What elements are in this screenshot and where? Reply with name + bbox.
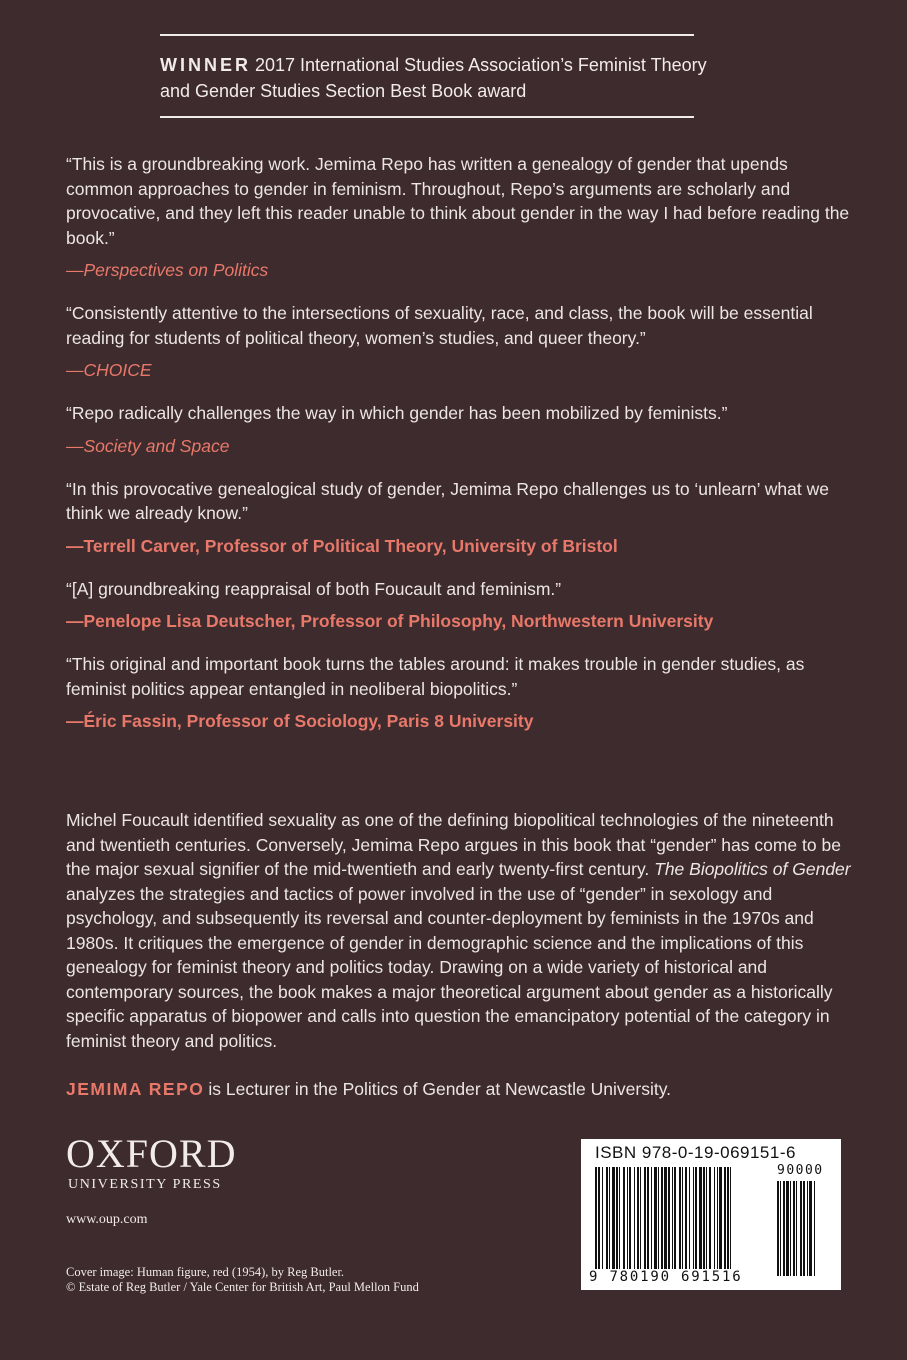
book-title: The Biopolitics of Gender (654, 859, 851, 879)
review-quote (66, 577, 856, 634)
barcode-bar (623, 1167, 625, 1269)
barcode-bar (790, 1181, 791, 1276)
description-part-2: analyzes the strategies and tactics of power involved in the use of “gender” in sexology and psychology, and subsequently its reversal and counter-deployment by feminists in the 1970s and 1980s. It critiques the emergence of gender in demographic science and the implications of this genealogy for feminist theory and politics today. Drawing on a wide variety of historical and contemporary sources, the book makes a major theoretical argument about gender as a historically specific apparatus of biopower and calls into question the emancipatory potential of the category in feminist theory and politics. (66, 883, 833, 1051)
credit-line-2: © Estate of Reg Butler / Yale Center for British Art, Paul Mellon Fund (66, 1280, 419, 1294)
barcode-bar (598, 1167, 600, 1269)
barcode-bar (647, 1167, 649, 1269)
quote-source: —CHOICE (66, 360, 152, 380)
quote-source: —Éric Fassin, Professor of Sociology, Paris 8 University (66, 711, 534, 731)
barcode-bar (777, 1181, 779, 1276)
quote-text: “[A] groundbreaking reappraisal of both Foucault and feminism.” (66, 578, 562, 599)
quote-text: “Repo radically challenges the way in which gender has been mobilized by feminists.” (66, 403, 728, 423)
barcode-bar (602, 1167, 603, 1269)
publisher-logo: OXFORD (66, 1131, 237, 1176)
barcode-bar (786, 1181, 789, 1276)
quote-source: —Terrell Carver, Professor of Political Theory, University of Bristol (66, 535, 618, 556)
barcode-bar (695, 1167, 697, 1269)
barcode-bar (664, 1167, 667, 1269)
quote-text: “Consistently attentive to the intersections of sexuality, race, and class, the book will be essential reading for students of political theory, women’s studies, and queer theory.” (66, 303, 813, 348)
barcode-bar (609, 1167, 610, 1269)
isbn-label: ISBN 978-0-19-069151-6 (595, 1143, 796, 1162)
barcode-bar (612, 1167, 615, 1269)
barcode-bar (730, 1167, 731, 1269)
quote-source: —Penelope Lisa Deutscher, Professor of Philosophy, Northwestern University (66, 611, 714, 631)
description-part-1: Michel Foucault identified sexuality as one of the defining biopolitical technologies of the nineteenth and twentieth centuries. Conversely, Jemima Repo argues in this book that “gender” has come to be the major sexual signifier of the mid-twentieth and early twenty-first century. (66, 810, 841, 879)
ean-digits: 9 780190 691516 (589, 1269, 743, 1285)
barcode-bar (685, 1167, 687, 1269)
winner-label: WINNER (160, 55, 251, 75)
barcode-bar (634, 1167, 635, 1269)
barcode-bar (783, 1181, 785, 1276)
quote-source: —Perspectives on Politics (66, 260, 269, 280)
publisher-url[interactable]: www.oup.com (66, 1212, 148, 1227)
barcode-bar (682, 1167, 683, 1269)
barcode-bar (651, 1167, 652, 1269)
barcode-bar (796, 1181, 797, 1276)
barcode-bar (807, 1181, 808, 1276)
barcode-bar (595, 1167, 597, 1269)
quote-source: —Society and Space (66, 435, 230, 456)
credit-line-1: Cover image: Human figure, red (1954), by Reg Butler. (66, 1265, 345, 1279)
barcode-bar (672, 1167, 673, 1269)
barcode-bar (627, 1167, 628, 1269)
isbn-barcode (581, 1139, 841, 1290)
barcode-bar (679, 1167, 681, 1269)
barcode-bar (606, 1167, 608, 1269)
quote-text: “In this provocative genealogical study of gender, Jemima Repo challenges us to ‘unlearn’ what we think we already know.” (66, 478, 829, 523)
top-rule (160, 34, 694, 36)
barcode-bar (654, 1167, 657, 1269)
bottom-rule (160, 116, 694, 118)
book-description (66, 808, 856, 1053)
barcode-bar (706, 1167, 707, 1269)
barcode-bar (800, 1181, 802, 1276)
review-quotes (66, 152, 856, 752)
barcode-bar (668, 1167, 670, 1269)
award-line-1 (160, 52, 760, 78)
review-quote (66, 477, 856, 558)
barcode-bar (644, 1167, 646, 1269)
barcode-bar (703, 1167, 705, 1269)
barcode-bar (727, 1167, 729, 1269)
review-quote (66, 401, 856, 458)
award-text-1: 2017 International Studies Association’s Feminist Theory (255, 55, 707, 75)
review-quote (66, 652, 856, 733)
addon-digits: 90000 (777, 1163, 824, 1178)
award-text-2: and Gender Studies Section Best Book award (160, 81, 527, 101)
barcode-bar (674, 1167, 676, 1269)
barcode-bar (693, 1167, 694, 1269)
barcode-bar (803, 1181, 805, 1276)
barcode-bar (661, 1167, 663, 1269)
barcode-bar (714, 1167, 715, 1269)
ean-barcode-bars (595, 1167, 770, 1269)
review-quote (66, 301, 856, 382)
publisher-subname: UNIVERSITY PRESS (68, 1177, 222, 1192)
barcode-bar (809, 1181, 812, 1276)
barcode-bar (719, 1167, 722, 1269)
award-notice (160, 52, 760, 104)
barcode-bar (637, 1167, 639, 1269)
quote-text: “This original and important book turns the tables around: it makes trouble in gender studies, as feminist politics appear entangled in neoliberal biopolitics.” (66, 654, 805, 699)
barcode-bar (640, 1167, 641, 1269)
barcode-bar (717, 1167, 718, 1269)
barcode-bar (699, 1167, 702, 1269)
barcode-bar (709, 1167, 711, 1269)
author-bio-text: is Lecturer in the Politics of Gender at Newcastle University. (208, 1079, 672, 1099)
barcode-bar (616, 1167, 618, 1269)
addon-barcode-bars (777, 1181, 831, 1276)
barcode-bar (780, 1181, 781, 1276)
quote-text: “This is a groundbreaking work. Jemima Repo has written a genealogy of gender that upends common approaches to gender in feminism. Throughout, Repo’s arguments are scholarly and provocative, and they left this reader unable to think about gender in the way I had before reading the book.” (66, 154, 850, 248)
author-name: JEMIMA REPO (66, 1079, 205, 1099)
barcode-bar (629, 1167, 631, 1269)
barcode-bar (658, 1167, 659, 1269)
review-quote (66, 152, 856, 282)
barcode-bar (793, 1181, 795, 1276)
barcode-bar (724, 1167, 726, 1269)
barcode-bar (689, 1167, 690, 1269)
author-bio (66, 1077, 856, 1101)
cover-credit (66, 1265, 546, 1295)
barcode-bar (619, 1167, 620, 1269)
barcode-bar (814, 1181, 815, 1276)
